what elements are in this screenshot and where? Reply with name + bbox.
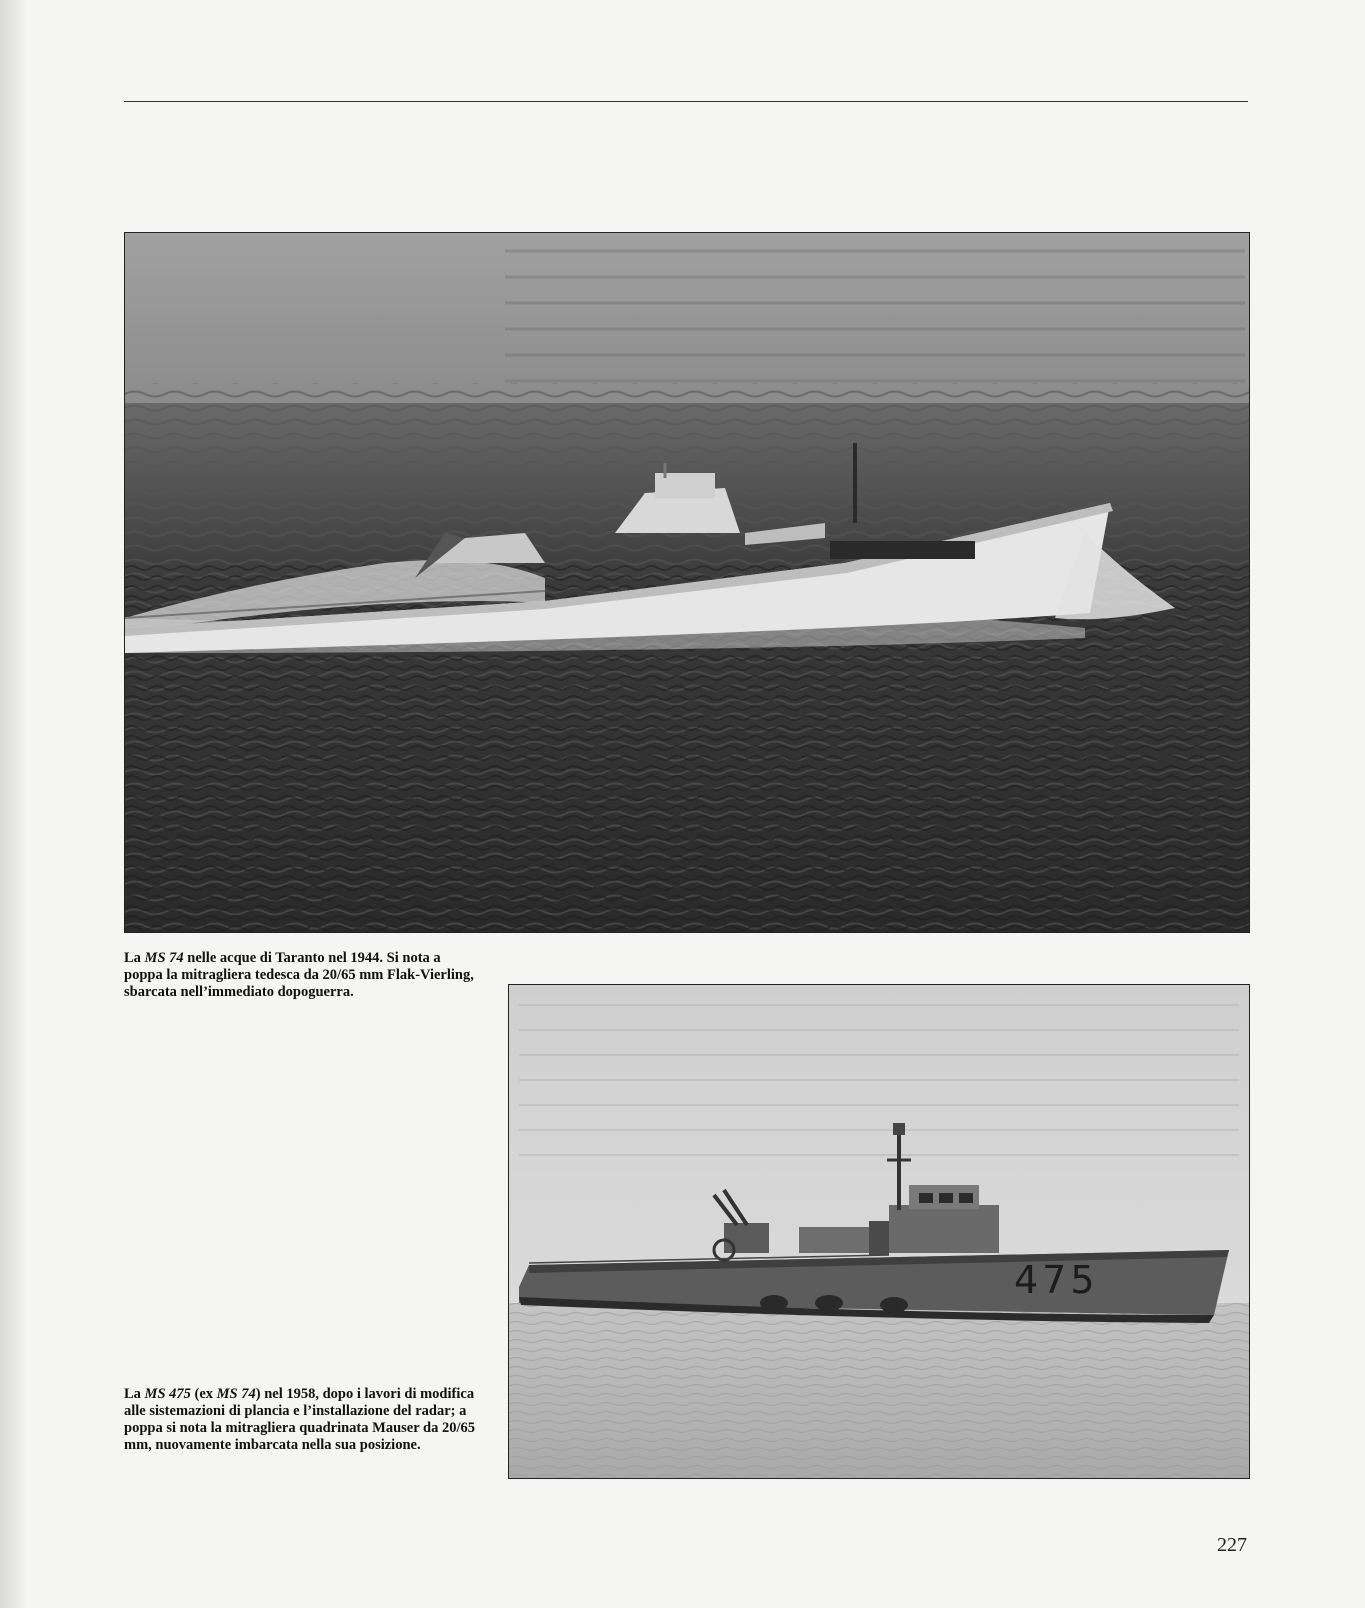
page-binding-shadow bbox=[0, 0, 28, 1608]
photo-ms475-image bbox=[509, 985, 1249, 1478]
photo-ms74-taranto bbox=[124, 232, 1250, 933]
photo-ms475-1958 bbox=[508, 984, 1250, 1479]
photo-ms74-image bbox=[125, 233, 1249, 932]
caption-2-text-e: ) nel 1958, dopo i lavori di modifica alle sistemazioni di plancia e l’installazione del radar; a poppa si nota la mitragliera quadrinata Mauser da 20/65 mm, nuovamente imbarcata nella sua posizione. bbox=[124, 1386, 475, 1453]
hull-number-label: 475 bbox=[1014, 1258, 1099, 1302]
caption-2-former-name: MS 74 bbox=[216, 1386, 256, 1402]
figure-caption-1 bbox=[124, 950, 474, 1001]
caption-2-text-c: (ex bbox=[190, 1386, 217, 1402]
caption-2-text-a: La bbox=[124, 1386, 145, 1402]
caption-1-text-c: nelle acque di Taranto nel 1944. Si nota a poppa la mitragliera tedesca da 20/65 mm Flak-Vierling, sbarcata nell’immediato dopoguerra. bbox=[124, 950, 474, 1000]
figure-caption-2 bbox=[124, 1386, 494, 1454]
caption-1-text-a: La bbox=[124, 950, 145, 966]
header-rule bbox=[124, 101, 1248, 102]
caption-2-vessel-name: MS 475 bbox=[144, 1386, 191, 1402]
page-number: 227 bbox=[1217, 1534, 1247, 1556]
caption-1-vessel-name: MS 74 bbox=[144, 950, 184, 966]
